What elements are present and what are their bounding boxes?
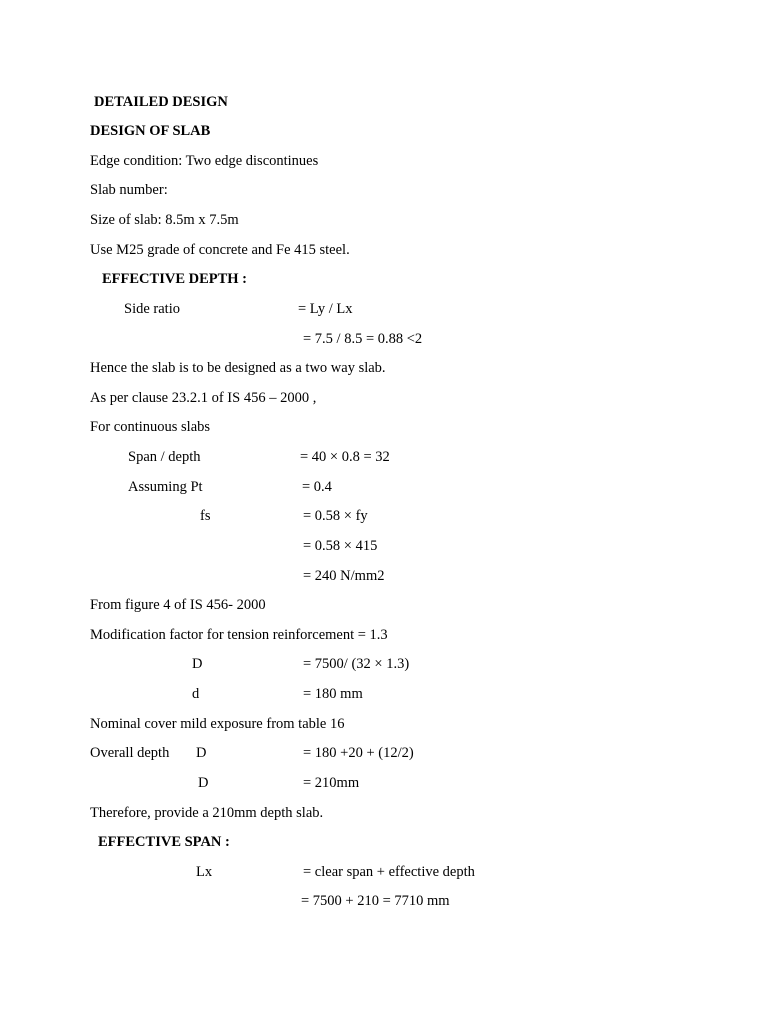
span-depth-value: = 40 × 0.8 = 32 [300, 449, 390, 465]
heading-design-of-slab: DESIGN OF SLAB [90, 123, 211, 139]
material-grade-text: Use M25 grade of concrete and Fe 415 steel. [90, 242, 350, 258]
side-ratio-label: Side ratio [124, 301, 180, 317]
fs-formula: = 0.58 × fy [303, 508, 368, 524]
D-label-2: D [196, 745, 207, 761]
lx-formula: = clear span + effective depth [303, 864, 475, 880]
assuming-pt-label: Assuming Pt [128, 479, 203, 495]
d-label: d [192, 686, 200, 702]
nominal-cover-text: Nominal cover mild exposure from table 16 [90, 716, 345, 732]
edge-condition-text: Edge condition: Two edge discontinues [90, 153, 319, 169]
overall-depth-formula: = 180 +20 + (12/2) [303, 745, 414, 761]
continuous-slabs-text: For continuous slabs [90, 419, 211, 435]
two-way-statement: Hence the slab is to be designed as a two way slab. [90, 360, 386, 376]
provide-statement: Therefore, provide a 210mm depth slab. [90, 805, 324, 821]
fs-value: = 240 N/mm2 [303, 568, 385, 584]
heading-effective-depth: EFFECTIVE DEPTH : [102, 271, 248, 287]
fs-substitution: = 0.58 × 415 [303, 538, 378, 554]
heading-effective-span: EFFECTIVE SPAN : [98, 834, 230, 850]
lx-label: Lx [196, 864, 213, 880]
side-ratio-value: = 7.5 / 8.5 = 0.88 <2 [303, 331, 423, 347]
side-ratio-formula: = Ly / Lx [298, 301, 353, 317]
slab-size-text: Size of slab: 8.5m x 7.5m [90, 212, 239, 228]
clause-reference: As per clause 23.2.1 of IS 456 – 2000 , [90, 390, 317, 406]
D-label-3: D [198, 775, 209, 791]
overall-depth-value: = 210mm [303, 775, 360, 791]
D-label-1: D [192, 656, 203, 672]
d-value: = 180 mm [303, 686, 363, 702]
modification-factor-text: Modification factor for tension reinforcement = 1.3 [90, 627, 388, 643]
heading-detailed-design: DETAILED DESIGN [94, 94, 228, 110]
lx-value: = 7500 + 210 = 7710 mm [301, 893, 450, 909]
overall-depth-label: Overall depth [90, 745, 170, 761]
fs-label: fs [200, 508, 211, 524]
span-depth-label: Span / depth [128, 449, 201, 465]
assuming-pt-value: = 0.4 [302, 479, 332, 495]
slab-number-text: Slab number: [90, 182, 168, 198]
D-formula: = 7500/ (32 × 1.3) [303, 656, 410, 672]
figure-reference: From figure 4 of IS 456- 2000 [90, 597, 266, 613]
